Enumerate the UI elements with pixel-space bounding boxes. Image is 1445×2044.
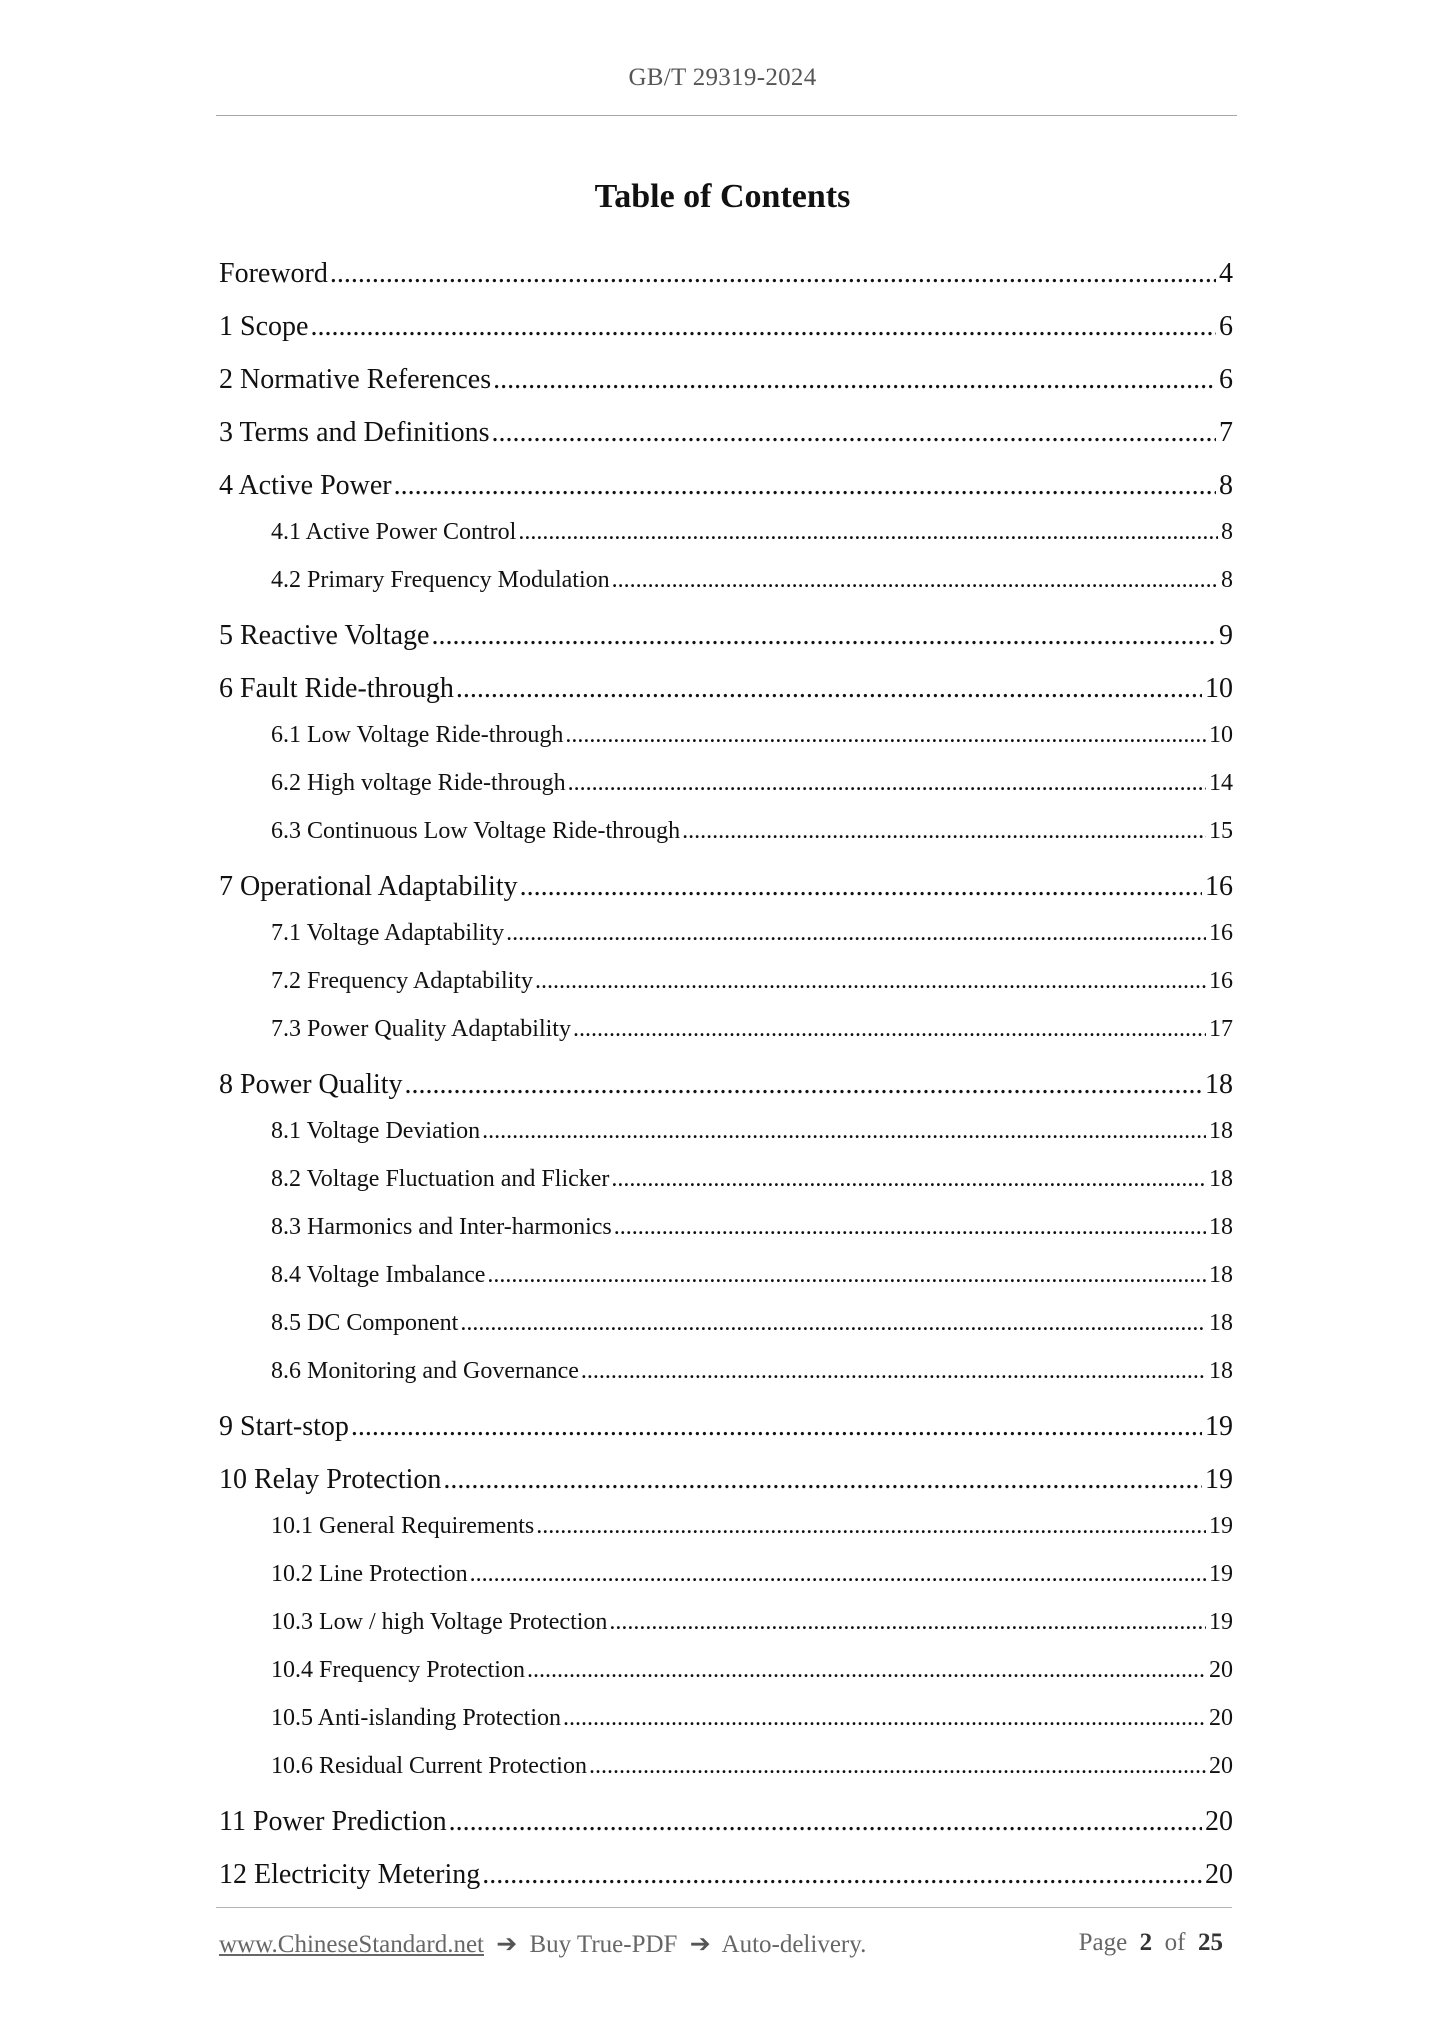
toc-entry-label: 8.5 DC Component bbox=[271, 1310, 459, 1336]
toc-subentry[interactable] bbox=[271, 1118, 1233, 1145]
toc-entry-label: 6 Fault Ride-through bbox=[219, 673, 454, 704]
toc-subentry[interactable] bbox=[271, 1657, 1233, 1684]
dot-leader bbox=[612, 567, 1218, 594]
toc-entry-page: 16 bbox=[1205, 871, 1233, 902]
toc-entry-page: 6 bbox=[1219, 311, 1233, 342]
running-header: GB/T 29319-2024 bbox=[628, 64, 817, 91]
toc-entry-label: 5 Reactive Voltage bbox=[219, 620, 430, 651]
page-of-word: of bbox=[1164, 1929, 1186, 1956]
toc-entry-label: 8 Power Quality bbox=[219, 1069, 403, 1100]
dot-leader bbox=[581, 1358, 1206, 1385]
toc-subentry[interactable] bbox=[271, 1705, 1233, 1732]
toc-entry-page: 18 bbox=[1209, 1310, 1233, 1336]
toc-entry-label: 6.3 Continuous Low Voltage Ride-through bbox=[271, 818, 681, 844]
toc-entry-page: 20 bbox=[1209, 1657, 1233, 1683]
dot-leader bbox=[568, 770, 1206, 797]
dot-leader bbox=[487, 1262, 1206, 1289]
dot-leader bbox=[431, 620, 1216, 652]
toc-entry[interactable] bbox=[219, 1464, 1233, 1496]
toc-entry-page: 8 bbox=[1219, 470, 1233, 501]
toc-entry-page: 9 bbox=[1219, 620, 1233, 651]
dot-leader bbox=[460, 1310, 1206, 1337]
toc-subentry[interactable] bbox=[271, 1214, 1233, 1241]
toc-subentry[interactable] bbox=[271, 920, 1233, 947]
toc-entry-label: 4.1 Active Power Control bbox=[271, 519, 517, 545]
toc-entry-page: 20 bbox=[1205, 1859, 1233, 1890]
toc-entry-page: 18 bbox=[1205, 1069, 1233, 1100]
dot-leader bbox=[506, 920, 1206, 947]
toc-entry[interactable] bbox=[219, 1806, 1233, 1838]
toc-entry-page: 19 bbox=[1205, 1464, 1233, 1495]
page-word: Page bbox=[1078, 1929, 1128, 1956]
dot-leader bbox=[589, 1753, 1206, 1780]
toc-entry[interactable] bbox=[219, 871, 1233, 903]
page-current: 2 bbox=[1139, 1929, 1153, 1956]
toc-entry-page: 18 bbox=[1209, 1166, 1233, 1192]
right-arrow-icon: ➔ bbox=[496, 1931, 518, 1958]
toc-entry-page: 6 bbox=[1219, 364, 1233, 395]
dot-leader bbox=[310, 311, 1216, 343]
dot-leader bbox=[565, 722, 1206, 749]
toc-subentry[interactable] bbox=[271, 818, 1233, 845]
toc-entry-page: 17 bbox=[1209, 1016, 1233, 1042]
header-divider bbox=[216, 115, 1237, 116]
buy-pdf-text: Buy True-PDF bbox=[529, 1931, 678, 1958]
toc-entry[interactable] bbox=[219, 1859, 1233, 1891]
toc-subentry[interactable] bbox=[271, 1753, 1233, 1780]
dot-leader bbox=[330, 258, 1216, 290]
toc-entry-page: 18 bbox=[1209, 1262, 1233, 1288]
toc-entry-page: 20 bbox=[1205, 1806, 1233, 1837]
toc-entry[interactable] bbox=[219, 417, 1233, 449]
toc-entry-page: 8 bbox=[1221, 519, 1233, 545]
toc-entry-label: 7.3 Power Quality Adaptability bbox=[271, 1016, 571, 1042]
toc-entry-label: 7.1 Voltage Adaptability bbox=[271, 920, 505, 946]
toc-entry-label: 3 Terms and Definitions bbox=[219, 417, 490, 448]
toc-entry-page: 18 bbox=[1209, 1214, 1233, 1240]
toc-subentry[interactable] bbox=[271, 1513, 1233, 1540]
dot-leader bbox=[614, 1214, 1206, 1241]
dot-leader bbox=[609, 1609, 1206, 1636]
toc-entry-label: 8.1 Voltage Deviation bbox=[271, 1118, 481, 1144]
toc-subentry[interactable] bbox=[271, 1609, 1233, 1636]
toc-subentry[interactable] bbox=[271, 567, 1233, 594]
footer-promo bbox=[219, 1929, 866, 1959]
dot-leader bbox=[520, 871, 1202, 903]
toc-entry[interactable] bbox=[219, 673, 1233, 705]
toc-entry-page: 19 bbox=[1209, 1561, 1233, 1587]
toc-entry-page: 10 bbox=[1209, 722, 1233, 748]
website-link[interactable]: www.ChineseStandard.net bbox=[219, 1931, 484, 1958]
toc-entry-label: 8.3 Harmonics and Inter-harmonics bbox=[271, 1214, 612, 1240]
toc-entry-page: 19 bbox=[1205, 1411, 1233, 1442]
dot-leader bbox=[536, 1513, 1206, 1540]
toc-subentry[interactable] bbox=[271, 1561, 1233, 1588]
dot-leader bbox=[611, 1166, 1206, 1193]
dot-leader bbox=[482, 1118, 1206, 1145]
toc-entry-label: 4.2 Primary Frequency Modulation bbox=[271, 567, 610, 593]
right-arrow-icon: ➔ bbox=[689, 1931, 711, 1958]
toc-entry-label: 2 Normative References bbox=[219, 364, 492, 395]
dot-leader bbox=[405, 1069, 1202, 1101]
toc-entry-page: 20 bbox=[1209, 1705, 1233, 1731]
toc-entry-label: 10.3 Low / high Voltage Protection bbox=[271, 1609, 608, 1635]
toc-entry-page: 18 bbox=[1209, 1118, 1233, 1144]
toc-subentry[interactable] bbox=[271, 770, 1233, 797]
dot-leader bbox=[449, 1806, 1202, 1838]
toc-title: Table of Contents bbox=[594, 178, 851, 215]
toc-entry[interactable] bbox=[219, 620, 1233, 652]
toc-entry-label: Foreword bbox=[219, 258, 328, 289]
footer-divider bbox=[216, 1907, 1232, 1908]
toc-entry-label: 10 Relay Protection bbox=[219, 1464, 442, 1495]
toc-subentry[interactable] bbox=[271, 968, 1233, 995]
toc-entry-page: 18 bbox=[1209, 1358, 1233, 1384]
toc-entry-page: 10 bbox=[1205, 673, 1233, 704]
toc-entry-label: 4 Active Power bbox=[219, 470, 392, 501]
toc-entry-page: 8 bbox=[1221, 567, 1233, 593]
toc-subentry[interactable] bbox=[271, 1310, 1233, 1337]
toc-subentry[interactable] bbox=[271, 1016, 1233, 1043]
toc-entry-label: 7.2 Frequency Adaptability bbox=[271, 968, 533, 994]
toc-entry-page: 16 bbox=[1209, 920, 1233, 946]
toc-subentry[interactable] bbox=[271, 1262, 1233, 1289]
toc-entry-label: 10.6 Residual Current Protection bbox=[271, 1753, 587, 1779]
toc-entry-page: 15 bbox=[1209, 818, 1233, 844]
toc-entry[interactable] bbox=[219, 258, 1233, 290]
toc-entry-page: 19 bbox=[1209, 1513, 1233, 1539]
toc-entry-page: 7 bbox=[1219, 417, 1233, 448]
toc-entry-page: 16 bbox=[1209, 968, 1233, 994]
dot-leader bbox=[491, 417, 1216, 449]
toc-entry-label: 8.4 Voltage Imbalance bbox=[271, 1262, 486, 1288]
toc-entry-label: 6.1 Low Voltage Ride-through bbox=[271, 722, 564, 748]
toc-subentry[interactable] bbox=[271, 722, 1233, 749]
toc-subentry[interactable] bbox=[271, 1166, 1233, 1193]
toc-entry-label: 10.5 Anti-islanding Protection bbox=[271, 1705, 561, 1731]
toc-entry[interactable] bbox=[219, 364, 1233, 396]
dot-leader bbox=[493, 364, 1216, 396]
toc-entry[interactable] bbox=[219, 1069, 1233, 1101]
toc-entry-label: 8.2 Voltage Fluctuation and Flicker bbox=[271, 1166, 610, 1192]
dot-leader bbox=[527, 1657, 1206, 1684]
toc-entry-page: 14 bbox=[1209, 770, 1233, 796]
dot-leader bbox=[443, 1464, 1202, 1496]
toc-entry[interactable] bbox=[219, 311, 1233, 343]
toc-entry-label: 6.2 High voltage Ride-through bbox=[271, 770, 566, 796]
dot-leader bbox=[563, 1705, 1206, 1732]
toc-entry-label: 9 Start-stop bbox=[219, 1411, 349, 1442]
dot-leader bbox=[682, 818, 1206, 845]
toc-entry-label: 11 Power Prediction bbox=[219, 1806, 447, 1837]
dot-leader bbox=[456, 673, 1202, 705]
dot-leader bbox=[573, 1016, 1206, 1043]
dot-leader bbox=[351, 1411, 1202, 1443]
auto-delivery-text: Auto-delivery. bbox=[721, 1931, 867, 1958]
toc-entry[interactable] bbox=[219, 470, 1233, 502]
dot-leader bbox=[394, 470, 1216, 502]
toc-entry-label: 7 Operational Adaptability bbox=[219, 871, 518, 902]
page-indicator bbox=[1079, 1929, 1223, 1957]
dot-leader bbox=[535, 968, 1206, 995]
toc-entry-label: 8.6 Monitoring and Governance bbox=[271, 1358, 579, 1384]
toc-entry[interactable] bbox=[219, 1411, 1233, 1443]
toc-entry-page: 19 bbox=[1209, 1609, 1233, 1635]
toc-entry-page: 4 bbox=[1219, 258, 1233, 289]
toc-entry-label: 10.4 Frequency Protection bbox=[271, 1657, 525, 1683]
dot-leader bbox=[470, 1561, 1206, 1588]
toc-entry-label: 10.2 Line Protection bbox=[271, 1561, 468, 1587]
toc-subentry[interactable] bbox=[271, 1358, 1233, 1385]
toc-subentry[interactable] bbox=[271, 519, 1233, 546]
toc-entry-label: 10.1 General Requirements bbox=[271, 1513, 535, 1539]
page-total: 25 bbox=[1198, 1929, 1223, 1956]
toc-entry-label: 12 Electricity Metering bbox=[219, 1859, 481, 1890]
dot-leader bbox=[518, 519, 1218, 546]
toc-entry-label: 1 Scope bbox=[219, 311, 309, 342]
toc-entry-page: 20 bbox=[1209, 1753, 1233, 1779]
dot-leader bbox=[482, 1859, 1202, 1891]
